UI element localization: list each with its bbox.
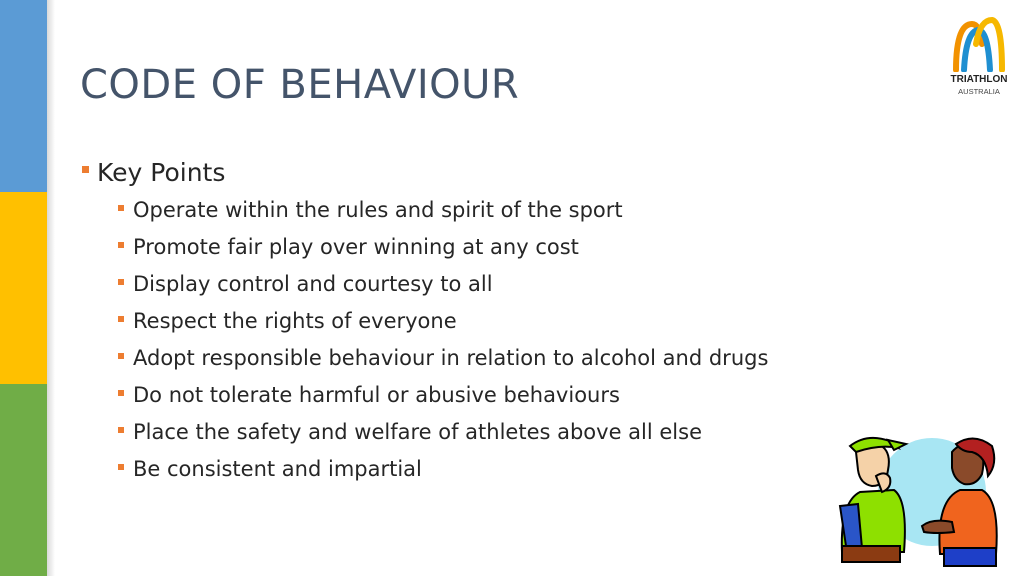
list-item — [118, 228, 920, 265]
bullet-square-icon — [82, 166, 89, 173]
list-item-text: Respect the rights of everyone — [133, 308, 457, 333]
bullet-square-icon — [118, 242, 124, 248]
list-item-text: Be consistent and impartial — [133, 456, 422, 481]
list-item — [118, 302, 920, 339]
logo-subtitle: AUSTRALIA — [958, 87, 1000, 96]
list-item-text: Adopt responsible behaviour in relation to alcohol and drugs — [133, 345, 769, 370]
logo-name: TRIATHLON — [950, 74, 1008, 85]
bullet-square-icon — [118, 205, 124, 211]
side-accent-bar — [0, 0, 47, 576]
accent-bar-yellow — [0, 192, 47, 384]
list-item — [118, 265, 920, 302]
bullet-square-icon — [118, 353, 124, 359]
accent-bar-shadow — [47, 0, 55, 576]
key-points-heading: Key Points — [97, 157, 226, 187]
list-item-text: Promote fair play over winning at any cost — [133, 234, 579, 259]
people-talking-icon — [832, 430, 1012, 570]
bullet-square-icon — [118, 390, 124, 396]
logo-arches-icon — [950, 14, 1008, 72]
accent-bar-blue — [0, 0, 47, 192]
slide-title: CODE OF BEHAVIOUR — [80, 62, 520, 108]
list-item — [118, 376, 920, 413]
list-item-text: Operate within the rules and spirit of the sport — [133, 197, 623, 222]
two-people-talking-clipart — [832, 430, 1012, 570]
key-points-heading-row — [80, 153, 920, 191]
list-item — [118, 450, 920, 487]
bullet-square-icon — [118, 427, 124, 433]
bullet-square-icon — [118, 464, 124, 470]
key-points-list — [80, 191, 920, 487]
triathlon-australia-logo — [944, 14, 1014, 104]
list-item — [118, 413, 920, 450]
bullet-square-icon — [118, 316, 124, 322]
list-item-text: Place the safety and welfare of athletes above all else — [133, 419, 702, 444]
accent-bar-green — [0, 384, 47, 576]
bullet-content — [80, 153, 920, 487]
bullet-square-icon — [118, 279, 124, 285]
list-item — [118, 339, 920, 376]
list-item — [118, 191, 920, 228]
list-item-text: Display control and courtesy to all — [133, 271, 493, 296]
list-item-text: Do not tolerate harmful or abusive behaviours — [133, 382, 620, 407]
